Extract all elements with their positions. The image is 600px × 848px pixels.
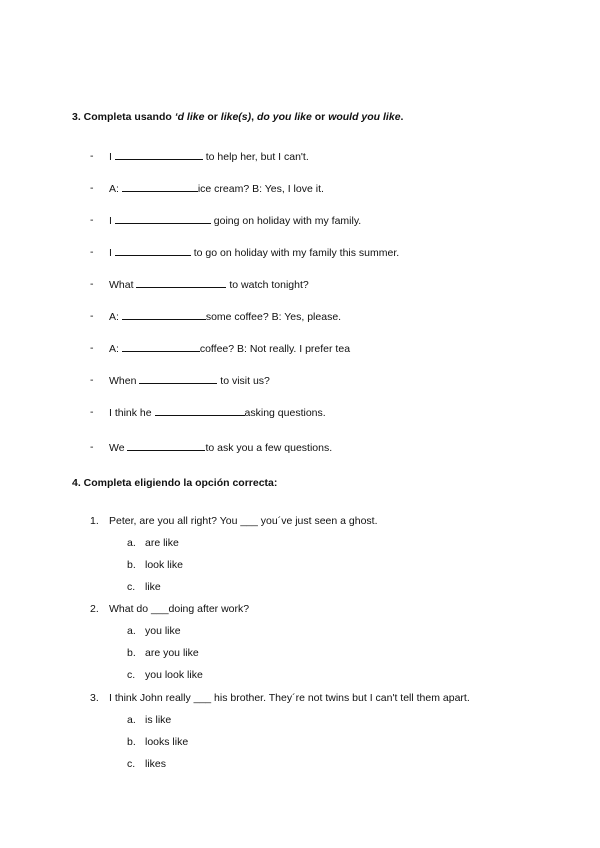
- dash-bullet: -: [90, 310, 94, 322]
- answer-blank[interactable]: [115, 150, 203, 160]
- dash-bullet: -: [90, 406, 94, 418]
- worksheet-page: 3. Completa usando ‘d like or like(s), do you like or would you like. - I to help her, but I can't. - A: ice cream? B: Yes, I love it. - I going on holiday with my family. - I to go on holiday with my family this summer. - What to watch tonight? - A: some coffee? B: Yes, please. - A: coffee? B: Not really. I prefer tea - When to visit us? - I think he asking questions. - We to ask you a few questions. 4. Completa eligiendo la opción correcta: 1. Peter, are you all right? You ___ you´ve just seen a ghost. a. are like b. look like c. like 2. What do ___doing after work? a. you like b. are you like c. you look like 3. I think John really ___ his brother. They´re not twins but I can't tell them apart. a. is like b. looks like c. likes: [72, 111, 470, 770]
- heading-prefix: 3. Completa usando: [72, 111, 175, 123]
- heading-period: .: [400, 111, 404, 123]
- question-text: I think John really ___ his brother. They´re not twins but I can't tell them apart.: [109, 692, 470, 704]
- dash-bullet: -: [90, 278, 94, 290]
- exercise-3-heading: [72, 111, 403, 123]
- answer-blank[interactable]: [122, 182, 198, 192]
- dash-bullet: -: [90, 342, 94, 354]
- option-do-you-like: do you like: [257, 111, 312, 123]
- answer-blank[interactable]: [115, 246, 191, 256]
- answer-blank[interactable]: [127, 441, 205, 451]
- question-text: Peter, are you all right? You ___ you´ve just seen a ghost.: [109, 515, 378, 527]
- question-text: What do ___doing after work?: [109, 603, 250, 615]
- heading-or: or: [204, 111, 221, 123]
- answer-blank[interactable]: [122, 310, 206, 320]
- question-number: 3.: [90, 692, 99, 704]
- answer-blank[interactable]: [122, 342, 200, 352]
- question-number: 1.: [90, 515, 99, 527]
- question-number: 2.: [90, 603, 99, 615]
- dash-bullet: -: [90, 246, 94, 258]
- option-would-you-like: would you like: [328, 111, 401, 123]
- dash-bullet: -: [90, 150, 94, 162]
- dash-bullet: -: [90, 182, 94, 194]
- dash-bullet: -: [90, 374, 94, 386]
- answer-blank[interactable]: [115, 214, 211, 224]
- answer-blank[interactable]: [155, 406, 245, 416]
- dash-bullet: -: [90, 214, 94, 226]
- answer-blank[interactable]: [136, 278, 226, 288]
- dash-bullet: -: [90, 441, 94, 453]
- option-likes: like(s): [220, 111, 252, 123]
- option-d-like: ‘d like: [174, 111, 205, 123]
- exercise-4-heading: 4. Completa eligiendo la opción correcta:: [72, 477, 278, 489]
- heading-comma: ,: [251, 111, 257, 123]
- answer-blank[interactable]: [139, 374, 217, 384]
- heading-or: or: [311, 111, 329, 123]
